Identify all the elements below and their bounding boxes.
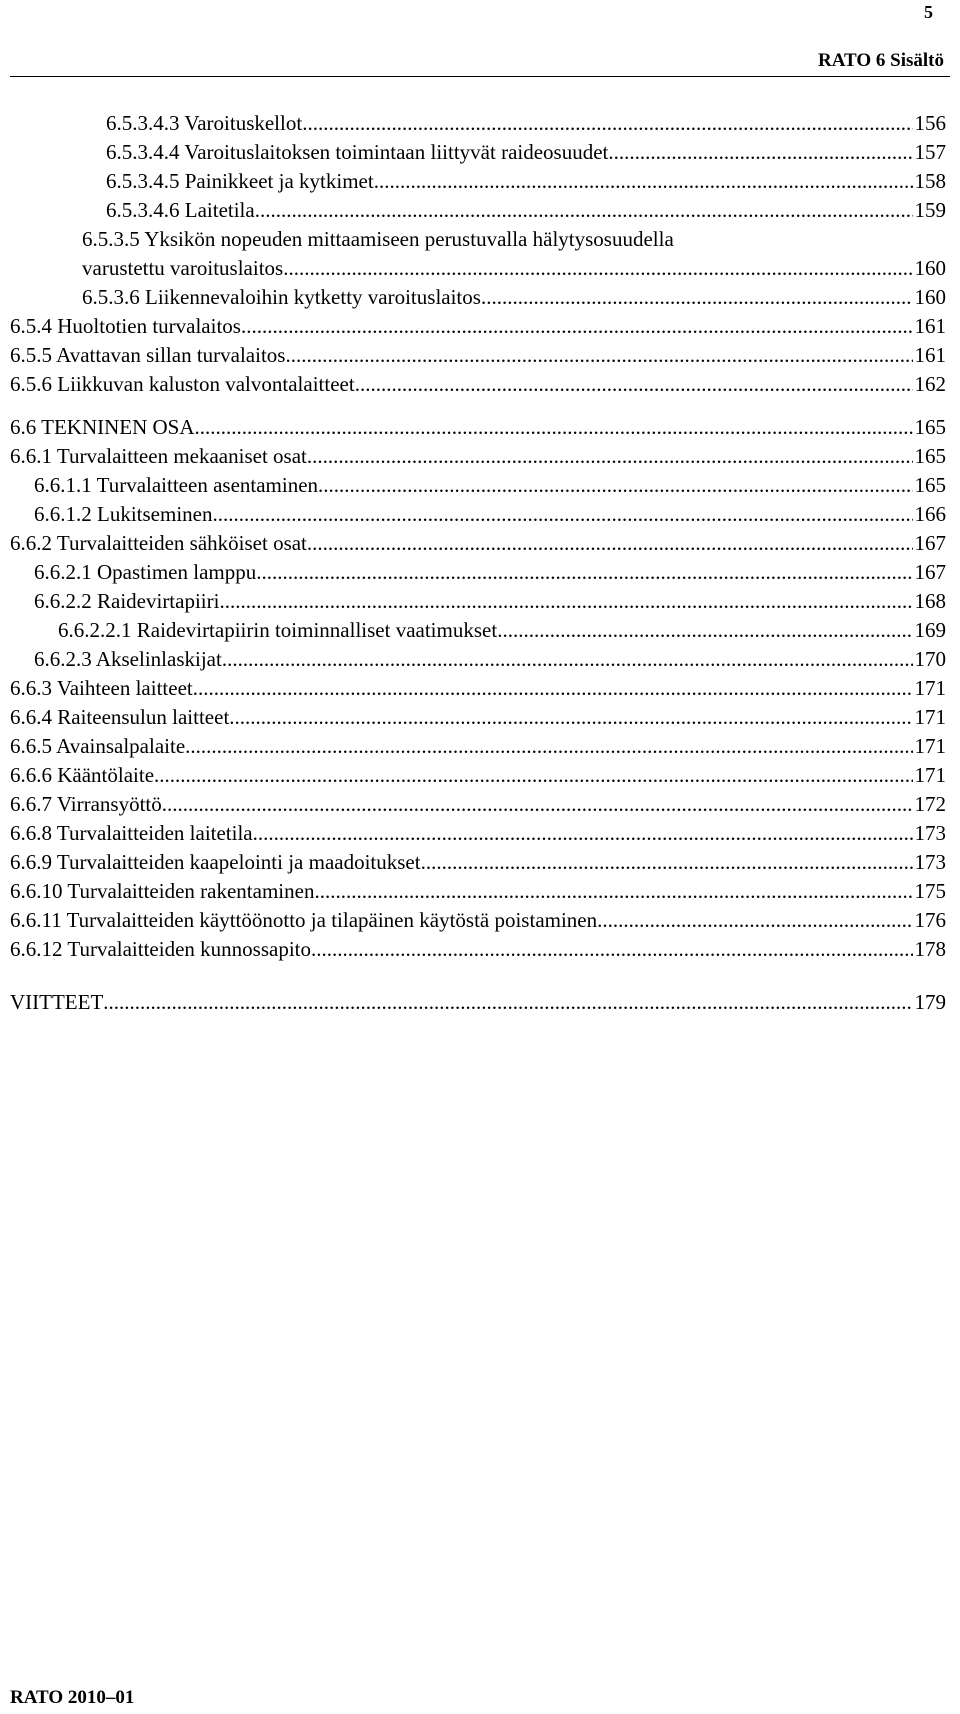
footer-text: RATO 2010–01	[10, 1687, 135, 1708]
toc-entry-page-number: 171	[914, 763, 946, 787]
toc-dot-leader	[497, 616, 912, 645]
toc-entry-page-number: 167	[914, 531, 946, 555]
toc-entry-title: 6.6.2.1 Opastimen lamppu	[34, 560, 257, 584]
toc-entry-page-number: 167	[914, 560, 946, 584]
toc-entry[interactable]	[10, 877, 946, 906]
toc-dot-leader	[311, 935, 913, 964]
toc-entry-title: 6.5.3.6 Liikennevaloihin kytketty varoituslaitos	[82, 285, 481, 309]
toc-dot-leader	[307, 442, 913, 471]
toc-entry-page-number: 169	[914, 618, 946, 642]
toc-entry[interactable]	[10, 225, 946, 254]
toc-dot-leader	[256, 558, 912, 587]
toc-dot-leader	[481, 283, 913, 312]
toc-entry-page-number: 171	[914, 676, 946, 700]
page-number: 5	[924, 2, 933, 22]
table-of-contents	[10, 109, 946, 1017]
toc-entry-page-number: 166	[914, 502, 946, 526]
toc-dot-leader	[212, 500, 912, 529]
toc-dot-leader	[307, 529, 913, 558]
toc-dot-leader	[302, 109, 912, 138]
toc-entry-page-number: 175	[914, 879, 946, 903]
toc-entry-title: VIITTEET	[10, 990, 104, 1014]
toc-entry[interactable]	[10, 790, 946, 819]
toc-entry-title: 6.5.3.4.6 Laitetila	[106, 198, 255, 222]
toc-entry[interactable]	[10, 167, 946, 196]
toc-entry-title: 6.6.7 Virransyöttö	[10, 792, 162, 816]
toc-entry-title: 6.6.2 Turvalaitteiden sähköiset osat	[10, 531, 307, 555]
header-rule	[10, 76, 950, 77]
toc-entry[interactable]	[10, 138, 946, 167]
toc-entry-page-number: 173	[914, 850, 946, 874]
toc-entry-title: 6.6.8 Turvalaitteiden laitetila	[10, 821, 253, 845]
toc-entry[interactable]	[10, 283, 946, 312]
toc-entry-title: 6.5.3.4.3 Varoituskellot	[106, 111, 303, 135]
toc-entry[interactable]	[10, 109, 946, 138]
toc-entry-page-number: 160	[914, 256, 946, 280]
toc-entry-page-number: 178	[914, 937, 946, 961]
toc-entry-page-number: 179	[914, 990, 946, 1014]
toc-entry-page-number: 160	[914, 285, 946, 309]
toc-dot-leader	[253, 819, 913, 848]
toc-entry-page-number: 171	[914, 734, 946, 758]
toc-entry[interactable]	[10, 906, 946, 935]
toc-entry-page-number: 158	[914, 169, 946, 193]
toc-dot-leader	[185, 732, 912, 761]
toc-entry-page-number: 162	[914, 372, 946, 396]
toc-entry-title: 6.5.6 Liikkuvan kaluston valvontalaitteet	[10, 372, 355, 396]
toc-entry[interactable]	[10, 645, 946, 674]
toc-entry-title: varustettu varoituslaitos	[82, 256, 284, 280]
toc-entry[interactable]	[10, 370, 946, 399]
toc-dot-leader	[193, 674, 913, 703]
toc-entry[interactable]	[10, 935, 946, 964]
toc-dot-leader	[222, 645, 913, 674]
toc-entry-page-number: 173	[914, 821, 946, 845]
toc-dot-leader	[421, 848, 913, 877]
toc-entry-title: 6.5.4 Huoltotien turvalaitos	[10, 314, 241, 338]
toc-entry-title: 6.5.5 Avattavan sillan turvalaitos	[10, 343, 286, 367]
toc-entry[interactable]	[10, 341, 946, 370]
toc-dot-leader	[219, 587, 912, 616]
toc-entry-page-number: 171	[914, 705, 946, 729]
toc-dot-leader	[597, 906, 912, 935]
toc-dot-leader	[283, 254, 912, 283]
toc-dot-leader	[355, 370, 913, 399]
toc-entry[interactable]	[10, 674, 946, 703]
toc-entry-page-number: 170	[914, 647, 946, 671]
toc-entry[interactable]	[10, 442, 946, 471]
toc-entry-title: 6.6.2.2 Raidevirtapiiri	[34, 589, 220, 613]
toc-entry[interactable]	[10, 732, 946, 761]
toc-dot-leader	[229, 703, 912, 732]
toc-entry[interactable]	[10, 988, 946, 1017]
toc-entry[interactable]	[10, 471, 946, 500]
toc-entry[interactable]	[10, 703, 946, 732]
toc-entry-title: 6.6.6 Kääntölaite	[10, 763, 155, 787]
toc-entry-page-number: 165	[914, 415, 946, 439]
toc-entry-title: 6.6.10 Turvalaitteiden rakentaminen	[10, 879, 315, 903]
toc-dot-leader	[608, 138, 912, 167]
toc-entry-page-number: 157	[914, 140, 946, 164]
toc-entry[interactable]	[10, 616, 946, 645]
toc-entry[interactable]	[10, 587, 946, 616]
toc-dot-leader	[103, 988, 912, 1017]
toc-dot-leader	[314, 877, 912, 906]
toc-entry-title: 6.5.3.5 Yksikön nopeuden mittaamiseen perustuvalla hälytysosuudella	[82, 227, 674, 251]
toc-entry-title: 6.6.4 Raiteensulun laitteet	[10, 705, 230, 729]
toc-entry-title: 6.6.12 Turvalaitteiden kunnossapito	[10, 937, 311, 961]
toc-entry-title: 6.6.2.2.1 Raidevirtapiirin toiminnalliset vaatimukset	[58, 618, 498, 642]
toc-entry-page-number: 172	[914, 792, 946, 816]
toc-entry[interactable]	[10, 761, 946, 790]
toc-entry[interactable]	[10, 254, 946, 283]
toc-entry[interactable]	[10, 413, 946, 442]
toc-dot-leader	[318, 471, 912, 500]
toc-entry-title: 6.6.9 Turvalaitteiden kaapelointi ja maadoitukset	[10, 850, 421, 874]
toc-entry-title: 6.5.3.4.4 Varoituslaitoksen toimintaan liittyvät raideosuudet	[106, 140, 609, 164]
toc-entry[interactable]	[10, 500, 946, 529]
toc-entry[interactable]	[10, 529, 946, 558]
toc-entry-title: 6.6.11 Turvalaitteiden käyttöönotto ja tilapäinen käytöstä poistaminen	[10, 908, 598, 932]
toc-entry-page-number: 161	[914, 314, 946, 338]
toc-entry-page-number: 159	[914, 198, 946, 222]
toc-dot-leader	[374, 167, 913, 196]
toc-entry[interactable]	[10, 848, 946, 877]
toc-entry-title: 6.6.1.1 Turvalaitteen asentaminen	[34, 473, 319, 497]
document-header-title: RATO 6 Sisältö	[818, 50, 944, 71]
toc-entry[interactable]	[10, 196, 946, 225]
toc-entry-title: 6.6.2.3 Akselinlaskijat	[34, 647, 222, 671]
toc-entry-title: 6.6 TEKNINEN OSA	[10, 415, 195, 439]
toc-entry-page-number: 176	[914, 908, 946, 932]
toc-entry[interactable]	[10, 558, 946, 587]
toc-entry-page-number: 165	[914, 444, 946, 468]
toc-entry[interactable]	[10, 312, 946, 341]
toc-entry-title: 6.5.3.4.5 Painikkeet ja kytkimet	[106, 169, 374, 193]
toc-entry-page-number: 161	[914, 343, 946, 367]
toc-dot-leader	[154, 761, 912, 790]
toc-entry[interactable]	[10, 819, 946, 848]
toc-entry-page-number: 165	[914, 473, 946, 497]
toc-entry-title: 6.6.1.2 Lukitseminen	[34, 502, 213, 526]
toc-dot-leader	[255, 196, 913, 225]
toc-dot-leader	[195, 413, 913, 442]
toc-entry-title: 6.6.5 Avainsalpalaite	[10, 734, 186, 758]
toc-entry-page-number: 156	[914, 111, 946, 135]
toc-entry-page-number: 168	[914, 589, 946, 613]
toc-dot-leader	[285, 341, 912, 370]
toc-entry-title: 6.6.3 Vaihteen laitteet	[10, 676, 193, 700]
toc-dot-leader	[241, 312, 913, 341]
toc-dot-leader	[162, 790, 913, 819]
toc-entry-title: 6.6.1 Turvalaitteen mekaaniset osat	[10, 444, 307, 468]
